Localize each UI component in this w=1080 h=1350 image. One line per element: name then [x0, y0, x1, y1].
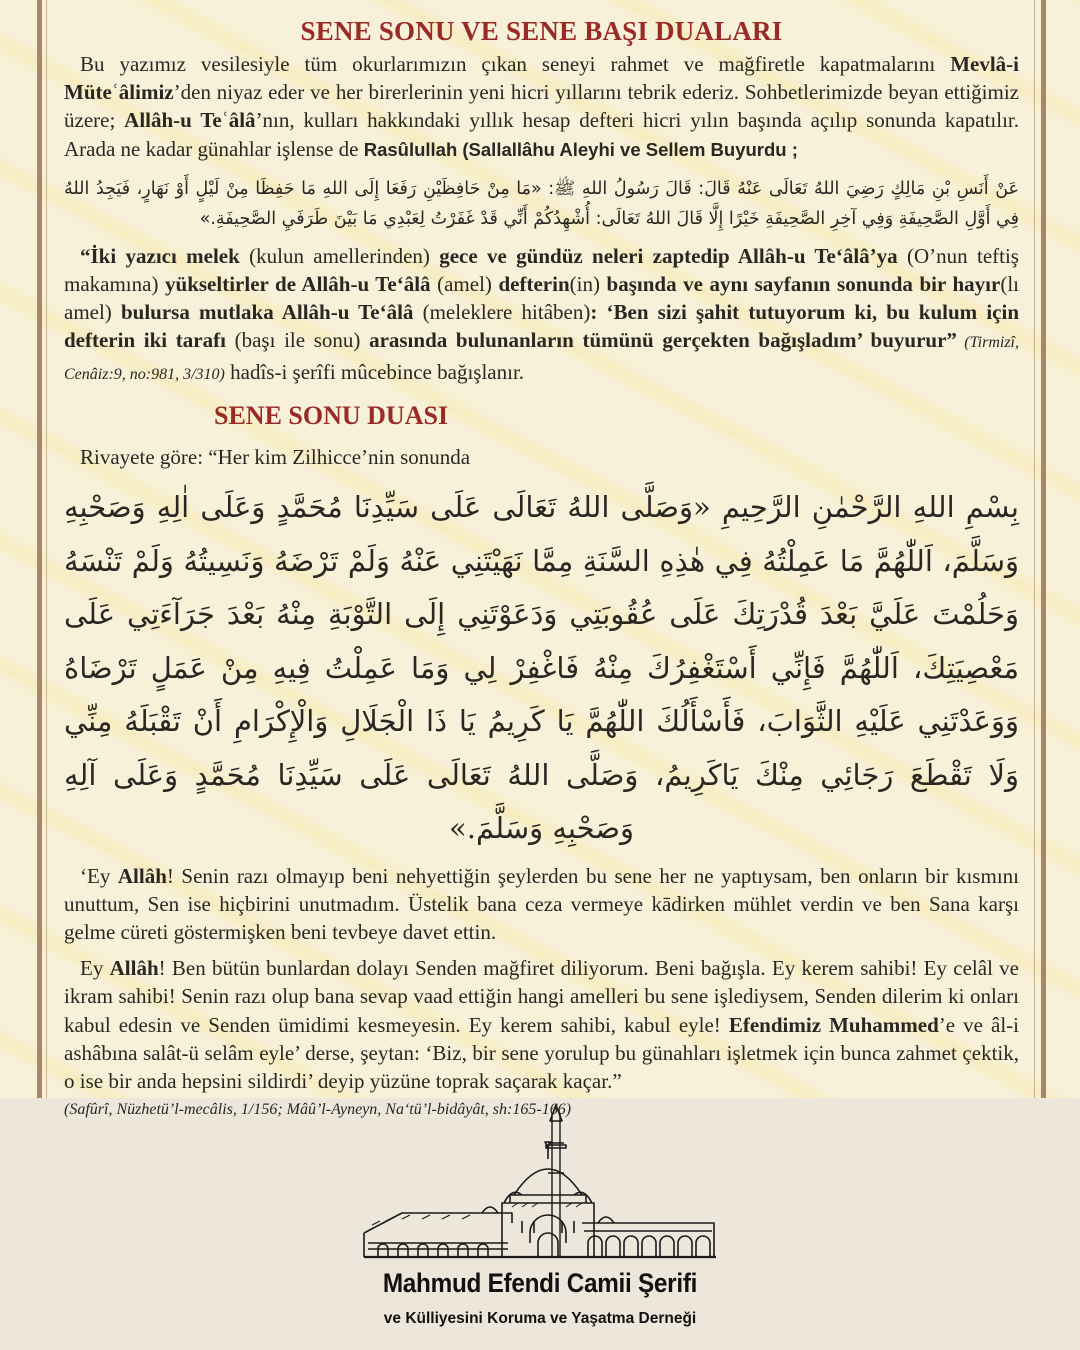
hadith-bold-5: başında ve aynı sayfanın sonunda bir hayır — [606, 272, 1001, 297]
meaning2-text-1: Ey — [80, 956, 110, 981]
hadith-reference: (Tirmizî, Cenâiz:9, no:981, 3/310) — [64, 334, 1019, 383]
intro-text-2: ’den niyaz eder ve her birerlerinin yeni hicri yıllarını tebrik ederiz. Sohbetlerimizde beyan ettiğimiz üzere; — [64, 80, 1019, 133]
hadith-bold-6: bulursa mutlaka Allâh-u Te‘âlâ — [120, 300, 414, 325]
intro-paragraph — [64, 50, 1019, 164]
hadith-text-6: (meleklere hitâben) — [413, 300, 591, 325]
left-border — [37, 0, 42, 1098]
meaning2-bold-2: Efendimiz Muhammed — [728, 1012, 939, 1037]
hadith-text-7: (başı ile sonu) — [225, 328, 370, 353]
intro-text-3: ’nın, kulları hakkındaki yıllık hesap defteri hicri yılın başında açılıp sonunda kapatılır. Arada ne kadar günahlar işlense de — [64, 108, 1019, 161]
hadith-text-1: (kulun amellerinden) — [239, 243, 440, 268]
right-border — [1041, 0, 1046, 1098]
mosque-logo-icon — [362, 1103, 718, 1263]
intro-bold-1: Mevlâ-i Müteʿâlimiz — [64, 52, 1019, 105]
meaning2-bold-1: Allâh — [109, 956, 159, 981]
intro-bold-2: Allâh-u Teʿâlâ — [124, 108, 256, 133]
arabic-dua: بِسْمِ اللهِ الرَّحْمٰنِ الرَّحِيمِ «وَصَلَّى اللهُ تَعَالَى عَلَى سَيِّدِنَا مُحَمَّدٍ وَعَلَى اٰلِهِ وَصَحْبِهِ وَسَلَّمَ، اَللّٰهُمَّ مَا عَمِلْتُهُ فِي هٰذِهِ السَّنَةِ مِمَّا نَهَيْتَنِي عَنْهُ وَلَمْ تَرْضَهُ وَنَسِيتُهُ وَلَمْ تَنْسَهُ وَحَلُمْتَ عَلَيَّ بَعْدَ قُدْرَتِكَ عَلَى عُقُوبَتِي وَدَعَوْتَنِي إِلَى التَّوْبَةِ مِنْهُ بَعْدَ جَرَآءَتِي عَلَى مَعْصِيَتِكَ، اَللّٰهُمَّ فَإِنِّي أَسْتَغْفِرُكَ مِنْهُ فَاغْفِرْ لِي وَمَا عَمِلْتُ فِيهِ مِنْ عَمَلٍ تَرْضَاهُ وَوَعَدْتَنِي عَلَيْهِ الثَّوَابَ، فَأَسْأَلُكَ اللّٰهُمَّ يَا كَرِيمُ يَا ذَا الْجَلَالِ وَالْإِكْرَامِ أَنْ تَقْبَلَهُ مِنِّي وَلَا تَقْطَعَ رَجَائِي مِنْكَ يَاكَرِيمُ، وَصَلَّى اللهُ تَعَالَى عَلَى سَيِّدِنَا مُحَمَّدٍ وَعَلَى آلِهِ وَصَحْبِهِ وَسَلَّمَ.» — [64, 490, 1019, 846]
hadith-bold-4: defterin — [498, 272, 570, 297]
rivayet-line: Rivayete göre: “Her kim Zilhicce’nin sonunda — [80, 444, 471, 469]
dua-meaning-1 — [64, 862, 1019, 947]
hadith-text-5: (lı amel) — [64, 272, 1020, 325]
hadith-text-2: (O’nun teftiş makamına) — [64, 243, 1019, 297]
arabic-hadith: عَنْ أَنَسِ بْنِ مَالِكٍ رَضِيَ اللهُ تَعَالَى عَنْهُ قَالَ: قَالَ رَسُولُ اللهِ ﷺ: «مَا مِنْ حَافِظَيْنِ رَفَعَا إِلَى اللهِ مَا حَفِظَا مِنْ لَيْلٍ أَوْ نَهَارٍ، فَيَجِدُ اللهُ فِي أَوَّلِ الصَّحِيفَةِ وَفِي آخِرِ الصَّحِيفَةِ خَيْرًا إِلَّا قَالَ اللهُ تَعَالَى: أُشْهِدُكُمْ أَنِّي قَدْ غَفَرْتُ لِعَبْدِي مَا بَيْنَ طَرَفَيِ الصَّحِيفَةِ.» — [64, 178, 1019, 229]
meaning2-text-2: ! Ben bütün bunlardan dolayı Senden mağfiret diliyorum. Beni bağışla. Ey kerem sahibi! Ey celâl ve ikram sahibi! Senin razı olup bana sevap vaad ettiğin hangi amelleri bu sene işlediysem, Senden dilerim ki onları kabul edesin ve Senden ümidimi kesmeyesin. Ey kerem sahibi, kabul eyle! — [64, 956, 1020, 1037]
hadith-bold-2: gece ve gündüz neleri zaptedip Allâh-u Te‘âlâ’ya — [439, 243, 898, 268]
hadith-bold-3: yükseltirler de Allâh-u Te‘âlâ — [165, 272, 431, 297]
hadith-bold-8: arasında bulunanların tümünü gerçekten bağışladım’ buyurur” — [369, 328, 957, 353]
hadith-text-8: hadîs-i şerîfi mûcebince bağışlanır. — [224, 359, 525, 384]
hadith-bold-1: “İki yazıcı melek — [80, 243, 240, 268]
meaning1-bold-1: Allâh — [117, 863, 167, 888]
organization-name: Mahmud Efendi Camii Şerifi — [382, 1268, 698, 1298]
dua-meaning-2 — [64, 954, 1019, 1095]
section-subtitle: SENE SONU DUASI — [214, 400, 449, 430]
hadith-bold-7: : ‘Ben sizi şahit tutuyorum ki, bu kulum için defterin iki tarafı — [64, 300, 1020, 353]
hadith-text-3: (amel) — [430, 272, 499, 297]
article-title: SENE SONU VE SENE BAŞI DUALARI — [300, 16, 783, 46]
source-citation: (Safûrî, Nüzhetü’l-mecâlis, 1/156; Mâû’l-Ayneyn, Na‘tü’l-bidâyât, sh:165-166) — [64, 1101, 572, 1119]
meaning1-text-1: ‘Ey — [80, 863, 118, 888]
intro-bold-3: Rasûlullah (Sallallâhu Aleyhi ve Sellem Buyurdu ; — [363, 138, 798, 160]
hadith-text-4: (in) — [569, 272, 607, 297]
intro-text-1: Bu yazımız vesilesiyle tüm okurlarımızın çıkan seneyi rahmet ve mağfiretle kapatmalarını — [80, 52, 951, 76]
organization-subtitle: ve Külliyesini Koruma ve Yaşatma Derneği — [383, 1310, 697, 1327]
article-content — [64, 12, 1019, 1121]
meaning1-text-2: ! Senin razı olmayıp beni nehyettiğin şeylerden bu sene her ne yaptıysam, ben onların bir kısmını unuttum, Sen ise hiçbirini unutmadım. Üstelik bana ceza vermeye kādirken mühlet verdin ve ben Sana karşı gelme cüreti göstermişken beni tevbeye davet ettin. — [64, 863, 1019, 944]
meaning2-text-3: ’e ve âl-i ashâbına salât-ü selâm eyle’ derse, şeytan: ‘Biz, bir sene yorulup bu günahları işletmek için bunca zahmet çektik, o ise bir anda hepsini sildirdi’ deyip yüzüne toprak saçarak kaçar.” — [64, 1012, 1019, 1093]
hadith-translation — [64, 242, 1019, 389]
